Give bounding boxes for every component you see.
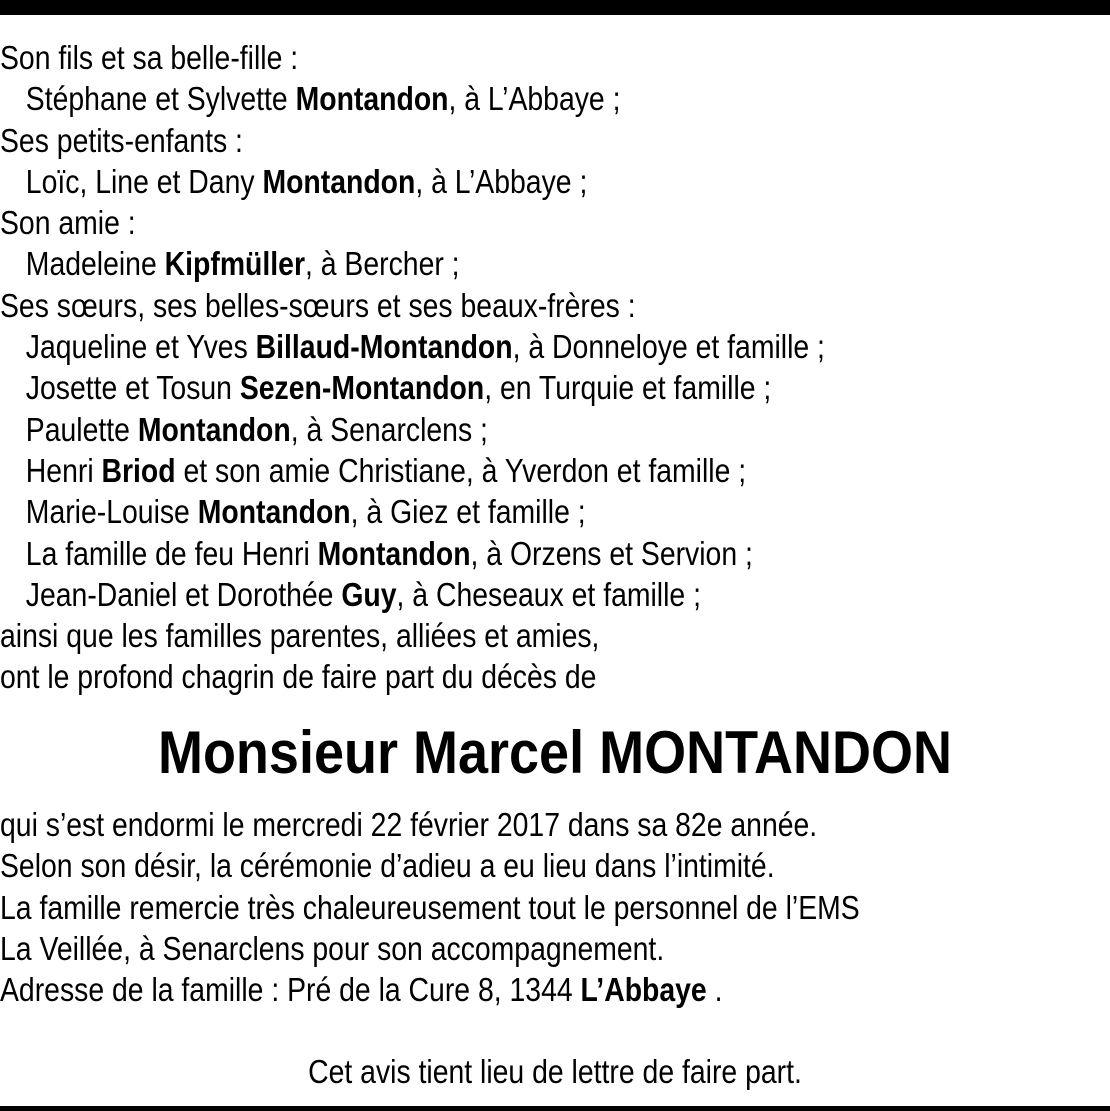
surname: Montandon <box>262 162 416 200</box>
family-address: Adresse de la famille : Pré de la Cure 8, 1344 L’Abbaye . <box>0 971 723 1009</box>
details-line: La Veillée, à Senarclens pour son accompagnement. <box>0 929 665 967</box>
address-place: L’Abbaye <box>580 971 707 1009</box>
details <box>0 804 955 1010</box>
closing-line: ont le profond chagrin de faire part du décès de <box>0 658 597 696</box>
friend-label: Son amie : <box>0 204 136 242</box>
closing-line: ainsi que les familles parentes, alliées et amies, <box>0 617 600 655</box>
sibling-line: Marie-Louise Montandon, à Giez et famille ; <box>25 493 586 531</box>
surname: Montandon <box>317 534 471 572</box>
son-line: Stéphane et Sylvette Montandon, à L’Abbaye ; <box>25 80 621 118</box>
sibling-line: Josette et Tosun Sezen-Montandon, en Turquie et famille ; <box>25 369 772 407</box>
friend-line: Madeleine Kipfmüller, à Bercher ; <box>25 245 460 283</box>
details-line: La famille remercie très chaleureusement tout le personnel de l’EMS <box>0 888 860 926</box>
sibling-line: Paulette Montandon, à Senarclens ; <box>25 410 488 448</box>
sibling-line: Jean-Daniel et Dorothée Guy, à Cheseaux et famille ; <box>25 575 701 613</box>
surname: Kipfmüller <box>164 245 305 283</box>
sibling-line: Jaqueline et Yves Billaud-Montandon, à Donneloye et famille ; <box>25 328 825 366</box>
sibling-line: Henri Briod et son amie Christiane, à Yverdon et famille ; <box>25 451 747 489</box>
details-line: qui s’est endormi le mercredi 22 février 2017 dans sa 82e année. <box>0 806 818 843</box>
son-label: Son fils et sa belle-fille : <box>0 39 299 76</box>
deceased-name: Monsieur Marcel MONTANDON <box>157 719 953 786</box>
family-list <box>0 37 955 698</box>
surname: Montandon <box>197 493 351 531</box>
surname: Briod <box>101 451 176 489</box>
footer-note: Cet avis tient lieu de lettre de faire part. <box>308 1053 802 1090</box>
surname: Montandon <box>295 80 449 118</box>
details-line: Selon son désir, la cérémonie d’adieu a eu lieu dans l’intimité. <box>0 847 775 885</box>
top-rule <box>0 0 1110 15</box>
grandchildren-line: Loïc, Line et Dany Montandon, à L’Abbaye ; <box>25 162 588 200</box>
siblings-label: Ses sœurs, ses belles-sœurs et ses beaux-frères : <box>0 286 636 324</box>
grandchildren-label: Ses petits-enfants : <box>0 121 243 159</box>
surname: Sezen-Montandon <box>239 369 485 407</box>
surname: Montandon <box>137 410 291 448</box>
sibling-line: La famille de feu Henri Montandon, à Orzens et Servion ; <box>25 534 753 572</box>
bottom-rule <box>0 1106 1110 1111</box>
surname: Billaud-Montandon <box>255 328 513 366</box>
surname: Guy <box>341 575 397 613</box>
